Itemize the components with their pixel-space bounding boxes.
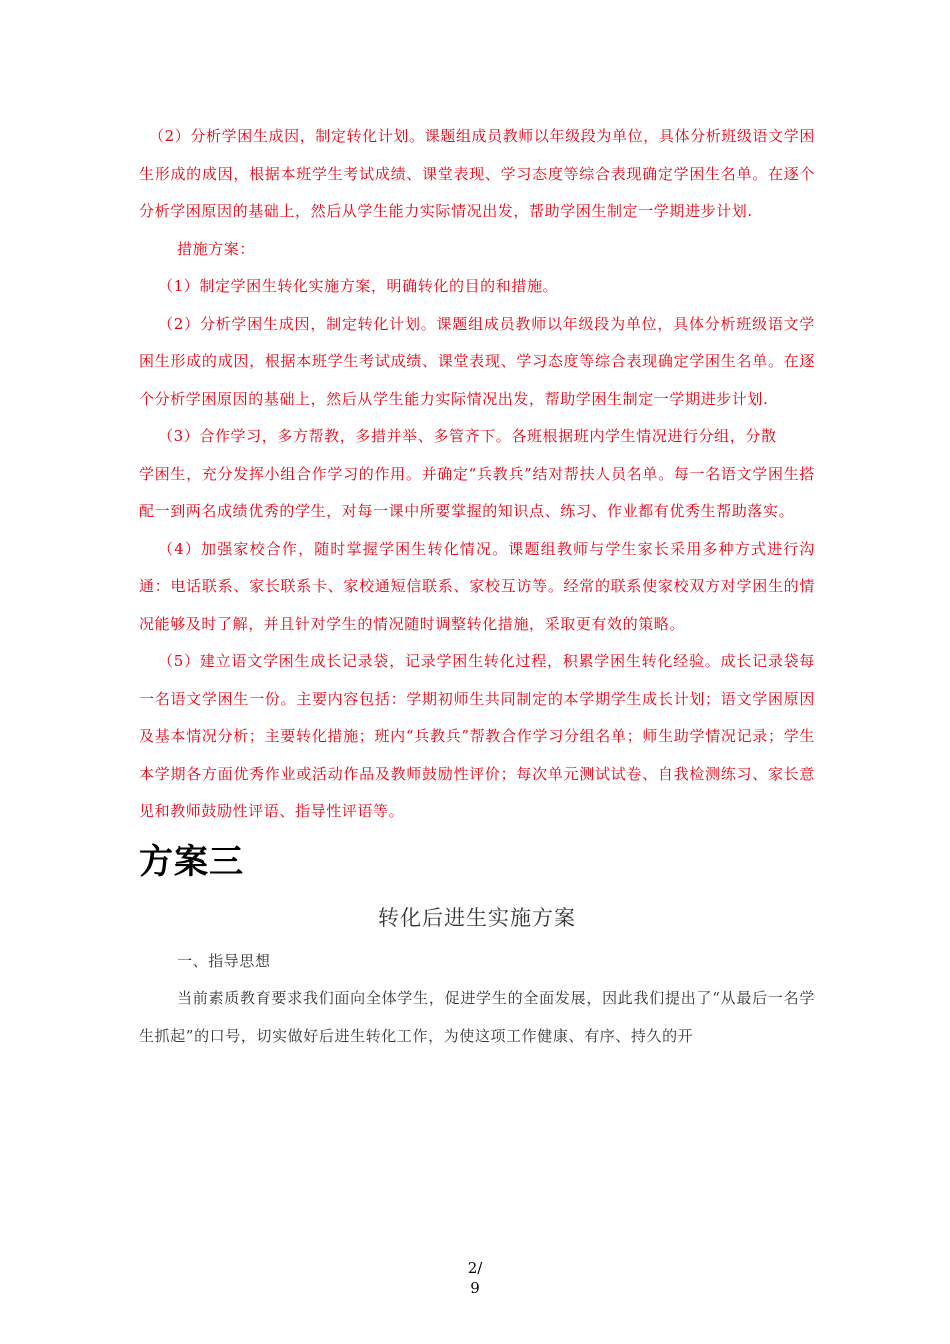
page-number — [455, 1258, 495, 1298]
paragraph-measure-4: （4）加强家校合作，随时掌握学困生转化情况。课题组教师与学生家长采用多种方式进行沟通：电话联系、家长联系卡、家校通短信联系、家校互访等。经常的联系使家校双方对学困生的情况能够及时了解，并且针对学生的情况随时调整转化措施，采取更有效的策略。 — [139, 539, 815, 633]
page-content — [139, 118, 815, 1055]
paragraph-guiding-thought: 当前素质教育要求我们面向全体学生，促进学生的全面发展，因此我们提出了“从最后一名学生抓起”的口号，切实做好后进生转化工作，为使这项工作健康、有序、持久的开 — [139, 989, 815, 1045]
section-heading: 方案三 — [139, 841, 244, 882]
paragraph-measure-3b: 学困生，充分发挥小组合作学习的作用。并确定“兵教兵”结对帮扶人员名单。每一名语文学困生搭配一到两名成绩优秀的学生，对每一课中所要掌握的知识点、练习、作业都有优秀生帮助落实。 — [139, 464, 815, 520]
paragraph-measure-1: （1）制定学困生转化实施方案，明确转化的目的和措施。 — [158, 277, 559, 295]
paragraph-measure-3a: （3）合作学习，多方帮教，多措并举、多管齐下。各班根据班内学生情况进行分组，分散 — [158, 427, 777, 445]
paragraph-measure-2: （2）分析学困生成因，制定转化计划。课题组成员教师以年级段为单位，具体分析班级语文学困生形成的成因，根据本班学生考试成绩、课堂表现、学习态度等综合表现确定学困生名单。在逐个分析学困原因的基础上，然后从学生能力实际情况出发，帮助学困生制定一学期进步计划. — [139, 314, 815, 408]
page-number-line1: 2/ — [467, 1259, 483, 1277]
subheading-guiding-thought: 一、指导思想 — [177, 951, 271, 970]
document-subtitle: 转化后进生实施方案 — [378, 905, 576, 930]
paragraph-measure-5: （5）建立语文学困生成长记录袋，记录学困生转化过程，积累学困生转化经验。成长记录袋每一名语文学困生一份。主要内容包括：学期初师生共同制定的本学期学生成长计划；语文学困原因及基本情况分析；主要转化措施；班内“兵教兵”帮教合作学习分组名单；师生助学情况记录；学生本学期各方面优秀作业或活动作品及教师鼓励性评价；每次单元测试试卷、自我检测练习、家长意见和教师鼓励性评语、指导性评语等。 — [139, 652, 815, 820]
paragraph-analysis-1: （2）分析学困生成因，制定转化计划。课题组成员教师以年级段为单位，具体分析班级语文学困生形成的成因，根据本班学生考试成绩、课堂表现、学习态度等综合表现确定学困生名单。在逐个分析学困原因的基础上，然后从学生能力实际情况出发，帮助学困生制定一学期进步计划. — [139, 127, 815, 220]
paragraph-measures-label: 措施方案： — [177, 239, 256, 258]
page-number-line2: 9 — [470, 1279, 480, 1297]
